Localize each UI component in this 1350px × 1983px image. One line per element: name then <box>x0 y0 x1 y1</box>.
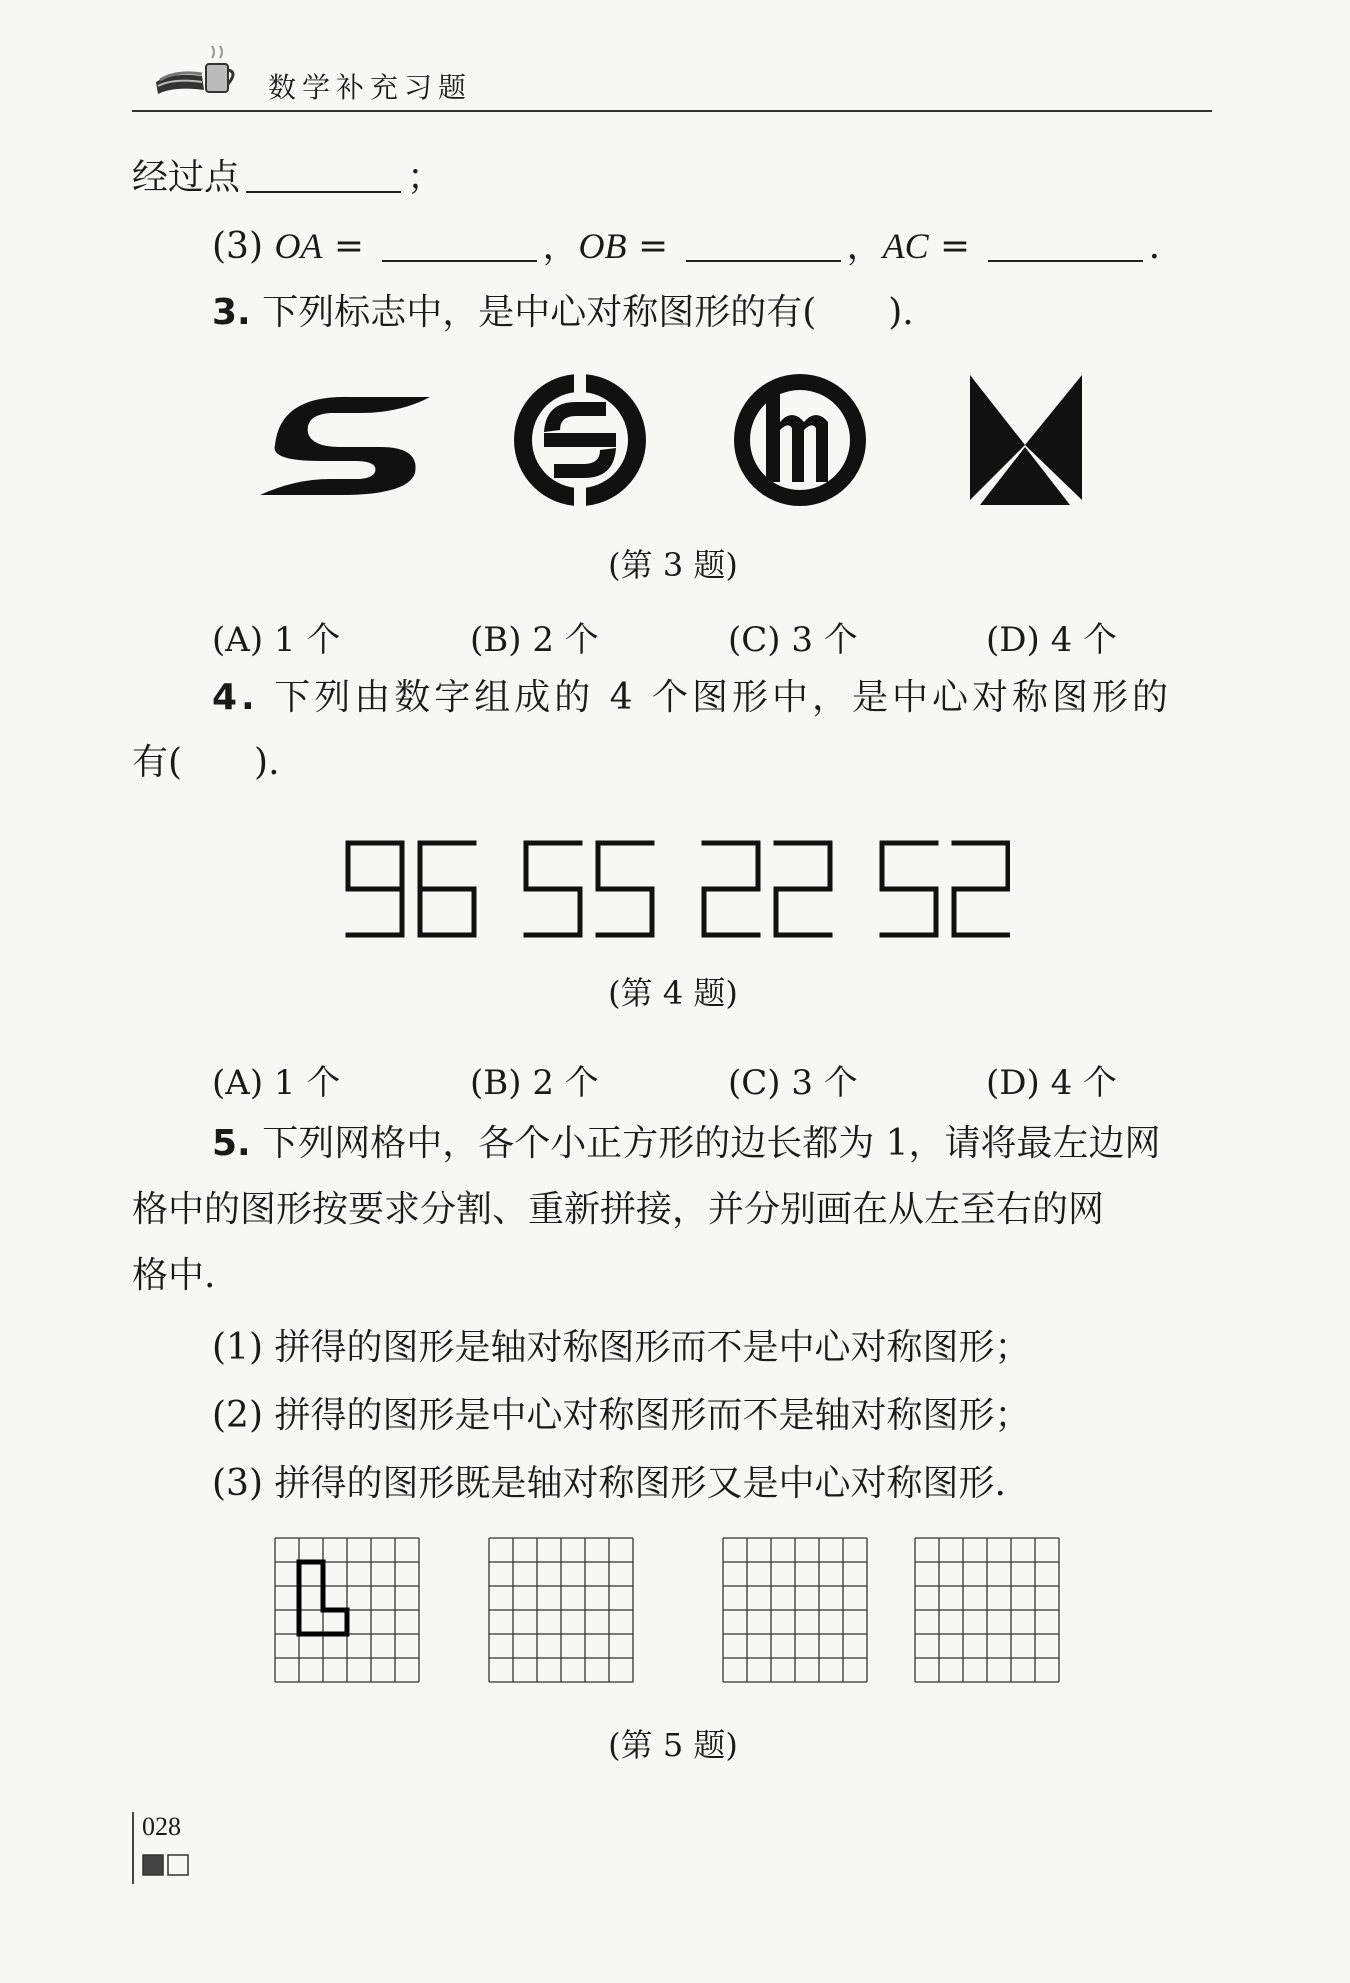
q5-text-line1: 下列网格中，各个小正方形的边长都为 1，请将最左边网 <box>262 1123 1161 1164</box>
eq-sign: = <box>928 226 982 267</box>
q5-caption: (第 5 题) <box>608 1726 738 1764</box>
q5-requirement-1: (1) 拼得的图形是轴对称图形而不是中心对称图形； <box>212 1327 1031 1368</box>
label-ac: AC <box>882 226 929 266</box>
q3-logos <box>260 365 1090 515</box>
q4-option-c[interactable]: (C) 3 个 <box>728 1063 858 1103</box>
q3-number: 3. <box>212 292 251 333</box>
grid-answer-3[interactable] <box>912 1535 1062 1685</box>
q4-digit-figures <box>340 835 1010 945</box>
header-title: 数学补充习题 <box>268 71 473 104</box>
q5-requirement-3: (3) 拼得的图形既是轴对称图形又是中心对称图形. <box>212 1463 1006 1504</box>
label-ob: OB <box>578 226 627 266</box>
q2-line1-text: 经过点 <box>132 157 241 198</box>
q3-caption: (第 3 题) <box>608 546 738 584</box>
q2-line1-end: ； <box>407 157 444 198</box>
comma: ， <box>846 226 883 267</box>
comma: ， <box>542 226 579 267</box>
digit-figure-22 <box>704 843 830 935</box>
logo-circle-s-icon <box>514 374 646 506</box>
q4-option-d[interactable]: (D) 4 个 <box>986 1063 1118 1103</box>
digit-figure-55 <box>526 843 652 935</box>
q4-stem-line1 <box>212 677 1172 718</box>
q3-option-c[interactable]: (C) 3 个 <box>728 620 858 660</box>
answer-blank <box>382 230 537 262</box>
grid-answer-2[interactable] <box>720 1535 870 1685</box>
grid-answer-1[interactable] <box>486 1535 636 1685</box>
q5-number: 5. <box>212 1123 251 1164</box>
digit-figure-96 <box>348 843 474 935</box>
book-and-cup-icon <box>152 42 242 104</box>
footer-rule <box>132 1812 134 1884</box>
q3-option-d[interactable]: (D) 4 个 <box>986 620 1118 660</box>
q5-text-line3: 格中. <box>132 1255 216 1296</box>
answer-blank <box>246 161 401 193</box>
q5-text-line2: 格中的图形按要求分割、重新拼接，并分别画在从左至右的网 <box>132 1189 1105 1230</box>
q5-stem-line1 <box>212 1123 1161 1164</box>
q4-text-line2: 有( ). <box>132 742 280 783</box>
q4-text-line1: 下列由数字组成的 4 个图形中，是中心对称图形的 <box>274 677 1172 718</box>
eq-sign: = <box>626 226 680 267</box>
q3-option-a[interactable]: (A) 1 个 <box>212 620 341 660</box>
logo-triangles-icon <box>970 375 1082 505</box>
logo-circle-m-icon <box>734 374 866 506</box>
q4-caption: (第 4 题) <box>608 974 738 1012</box>
header-rule <box>132 110 1212 112</box>
q3-option-b[interactable]: (B) 2 个 <box>470 620 599 660</box>
q4-option-b[interactable]: (B) 2 个 <box>470 1063 599 1103</box>
period: . <box>1148 226 1161 267</box>
answer-blank <box>686 230 841 262</box>
q3-text: 下列标志中，是中心对称图形的有( ). <box>262 292 914 333</box>
q5-requirement-2: (2) 拼得的图形是中心对称图形而不是轴对称图形； <box>212 1395 1031 1436</box>
eq-sign: = <box>322 226 376 267</box>
footer-squares-icon <box>142 1854 192 1876</box>
q2-line1 <box>132 157 444 198</box>
q4-number: 4. <box>212 677 259 718</box>
logo-s-icon <box>260 397 430 495</box>
q3-stem <box>212 292 914 333</box>
q2-sub3 <box>212 228 1160 265</box>
label-oa: OA <box>274 226 323 266</box>
q2-sub3-prefix: (3) <box>212 226 275 267</box>
page-number: 028 <box>142 1812 181 1841</box>
grid-original <box>272 1535 422 1685</box>
digit-figure-52 <box>882 843 1008 935</box>
q4-option-a[interactable]: (A) 1 个 <box>212 1063 341 1103</box>
answer-blank <box>988 230 1143 262</box>
